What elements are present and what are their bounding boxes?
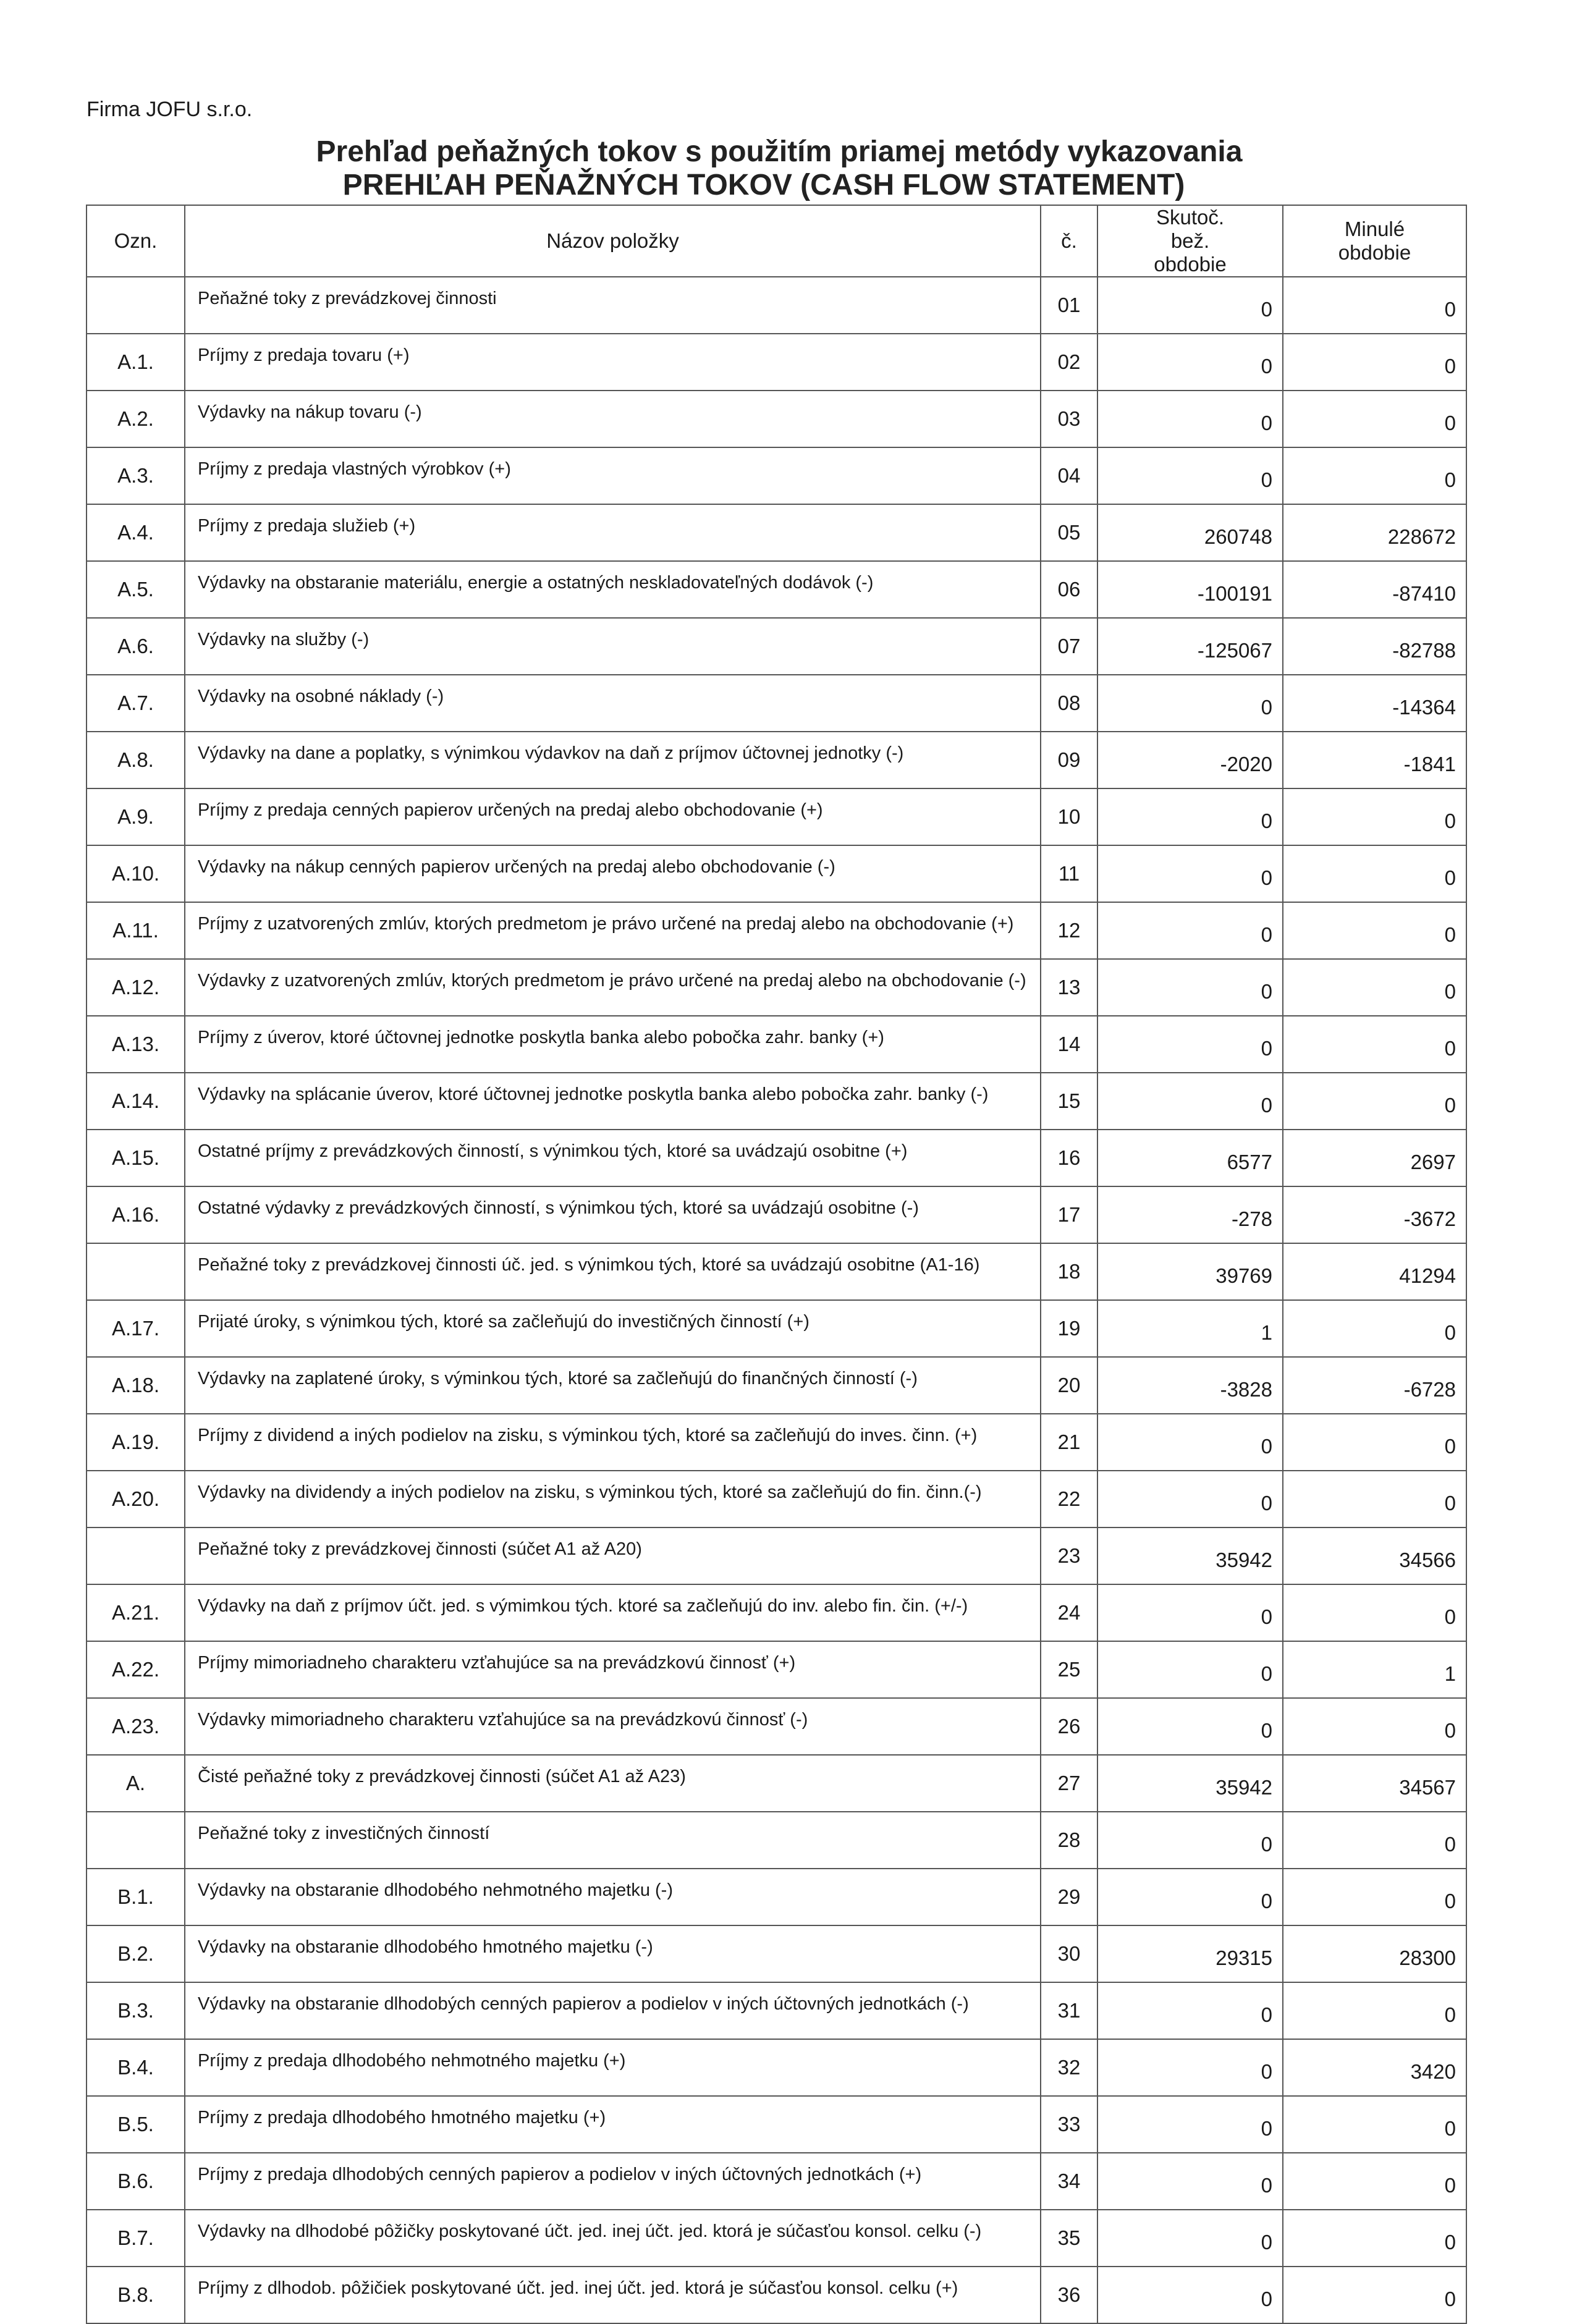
row-current-value: 0 [1097,277,1283,334]
row-code: B.3. [87,1982,185,2039]
row-name: Peňažné toky z investičných činností [185,1812,1041,1869]
row-name: Ostatné výdavky z prevádzkových činností, s výnimkou tých, ktoré sa uvádzajú osobitne (-) [185,1186,1041,1243]
row-number: 24 [1041,1584,1097,1641]
row-code: A.21. [87,1584,185,1641]
row-current-value: -2020 [1097,732,1283,788]
row-previous-value: 41294 [1283,1243,1466,1300]
row-current-value: 35942 [1097,1528,1283,1584]
row-previous-value: 0 [1283,1471,1466,1528]
row-name: Príjmy z predaja dlhodobých cenných papierov a podielov v iných účtovných jednotkách (+) [185,2153,1041,2210]
row-number: 25 [1041,1641,1097,1698]
row-number: 35 [1041,2210,1097,2267]
table-row [87,2153,1466,2210]
row-previous-value: 0 [1283,1584,1466,1641]
row-previous-value: 0 [1283,1414,1466,1471]
row-previous-value: 0 [1283,902,1466,959]
row-current-value: -100191 [1097,561,1283,618]
row-name: Výdavky mimoriadneho charakteru vzťahujúce sa na prevádzkovú činnosť (-) [185,1698,1041,1755]
row-number: 07 [1041,618,1097,675]
row-previous-value: -82788 [1283,618,1466,675]
row-current-value: 0 [1097,788,1283,845]
row-current-value: 0 [1097,2210,1283,2267]
row-number: 04 [1041,447,1097,504]
row-number: 21 [1041,1414,1097,1471]
row-number: 14 [1041,1016,1097,1073]
row-code [87,1243,185,1300]
row-name: Prijaté úroky, s výnimkou tých, ktoré sa začleňujú do investičných činností (+) [185,1300,1041,1357]
document-subtitle: PREHĽAH PEŇAŽNÝCH TOKOV (CASH FLOW STATEMENT) [342,169,1185,201]
row-number: 34 [1041,2153,1097,2210]
row-name: Príjmy z dlhodob. pôžičiek poskytované účt. jed. inej účt. jed. ktorá je súčasťou konsol. celku (+) [185,2267,1041,2323]
table-row [87,561,1466,618]
row-name: Príjmy z predaja vlastných výrobkov (+) [185,447,1041,504]
row-previous-value: 0 [1283,2096,1466,2153]
row-code: B.4. [87,2039,185,2096]
table-row [87,1414,1466,1471]
row-number: 26 [1041,1698,1097,1755]
row-name: Výdavky na nákup cenných papierov určených na predaj alebo obchodovanie (-) [185,845,1041,902]
row-previous-value: 0 [1283,1812,1466,1869]
row-previous-value: -6728 [1283,1357,1466,1414]
row-name: Príjmy z predaja dlhodobého nehmotného majetku (+) [185,2039,1041,2096]
row-number: 20 [1041,1357,1097,1414]
row-previous-value: 0 [1283,334,1466,391]
row-previous-value: -1841 [1283,732,1466,788]
row-number: 27 [1041,1755,1097,1812]
table-row [87,845,1466,902]
row-current-value: 0 [1097,1584,1283,1641]
table-row [87,1812,1466,1869]
row-current-value: 0 [1097,1869,1283,1925]
row-name: Výdavky na obstaranie dlhodobých cenných papierov a podielov v iných účtovných jednotkách (-) [185,1982,1041,2039]
row-previous-value: -14364 [1283,675,1466,732]
row-name: Peňažné toky z prevádzkovej činnosti úč. jed. s výnimkou tých, ktoré sa uvádzajú osobitne (A1-16) [185,1243,1041,1300]
row-code: A.22. [87,1641,185,1698]
row-code: A.5. [87,561,185,618]
table-row [87,1016,1466,1073]
row-code: A.20. [87,1471,185,1528]
table-row [87,1584,1466,1641]
table-row [87,391,1466,447]
row-code: A.17. [87,1300,185,1357]
table-row [87,1698,1466,1755]
row-current-value: 0 [1097,334,1283,391]
row-current-value: 6577 [1097,1130,1283,1186]
row-previous-value: -87410 [1283,561,1466,618]
row-previous-value: 0 [1283,1698,1466,1755]
row-current-value: 29315 [1097,1925,1283,1982]
row-code: A.14. [87,1073,185,1130]
row-previous-value: 28300 [1283,1925,1466,1982]
row-current-value: 35942 [1097,1755,1283,1812]
row-previous-value: 2697 [1283,1130,1466,1186]
header-ozn: Ozn. [87,205,185,277]
table-row [87,732,1466,788]
row-name: Peňažné toky z prevádzkovej činnosti (súčet A1 až A20) [185,1528,1041,1584]
row-number: 06 [1041,561,1097,618]
row-number: 01 [1041,277,1097,334]
row-current-value: 0 [1097,2039,1283,2096]
table-row [87,1186,1466,1243]
table-row [87,1300,1466,1357]
company-name: Firma JOFU s.r.o. [87,98,253,121]
row-number: 12 [1041,902,1097,959]
row-current-value: 0 [1097,2153,1283,2210]
table-row [87,447,1466,504]
row-number: 28 [1041,1812,1097,1869]
row-code: B.1. [87,1869,185,1925]
row-previous-value: 0 [1283,447,1466,504]
table-row [87,277,1466,334]
row-code: A.18. [87,1357,185,1414]
row-name: Výdavky na daň z príjmov účt. jed. s výmimkou tých. ktoré sa začleňujú do inv. alebo fin. čin. (+/-) [185,1584,1041,1641]
row-number: 23 [1041,1528,1097,1584]
row-code: A.10. [87,845,185,902]
row-current-value: 0 [1097,1471,1283,1528]
table-row [87,1357,1466,1414]
row-current-value: 0 [1097,902,1283,959]
row-name: Príjmy z predaja tovaru (+) [185,334,1041,391]
row-current-value: 0 [1097,2096,1283,2153]
row-code: A.16. [87,1186,185,1243]
header-current-period: Skutoč. bež. obdobie [1097,205,1283,277]
row-current-value: -125067 [1097,618,1283,675]
table-row [87,2210,1466,2267]
table-row [87,2039,1466,2096]
table-row [87,1130,1466,1186]
row-name: Výdavky na obstaranie dlhodobého hmotného majetku (-) [185,1925,1041,1982]
row-name: Príjmy z úverov, ktoré účtovnej jednotke poskytla banka alebo pobočka zahr. banky (+) [185,1016,1041,1073]
table-row [87,675,1466,732]
table-row [87,1869,1466,1925]
table-row [87,1073,1466,1130]
row-number: 32 [1041,2039,1097,2096]
row-number: 17 [1041,1186,1097,1243]
row-name: Peňažné toky z prevádzkovej činnosti [185,277,1041,334]
row-code: A.19. [87,1414,185,1471]
row-code [87,1812,185,1869]
row-current-value: 0 [1097,1812,1283,1869]
row-previous-value: 34567 [1283,1755,1466,1812]
header-num: č. [1041,205,1097,277]
row-current-value: 0 [1097,845,1283,902]
row-previous-value: 0 [1283,2210,1466,2267]
row-code: A. [87,1755,185,1812]
row-number: 15 [1041,1073,1097,1130]
row-current-value: 0 [1097,391,1283,447]
row-name: Výdavky na dlhodobé pôžičky poskytované účt. jed. inej účt. jed. ktorá je súčasťou konsol. celku (-) [185,2210,1041,2267]
row-current-value: 0 [1097,1414,1283,1471]
row-number: 19 [1041,1300,1097,1357]
row-code: A.9. [87,788,185,845]
table-row [87,2096,1466,2153]
row-number: 09 [1041,732,1097,788]
row-current-value: 0 [1097,1641,1283,1698]
table-row [87,504,1466,561]
table-row [87,959,1466,1016]
row-previous-value: 0 [1283,1982,1466,2039]
row-number: 10 [1041,788,1097,845]
row-number: 05 [1041,504,1097,561]
document-title: Prehľad peňažných tokov s použitím priamej metódy vykazovania [316,135,1243,168]
row-name: Príjmy mimoriadneho charakteru vzťahujúce sa na prevádzkovú činnosť (+) [185,1641,1041,1698]
row-current-value: 39769 [1097,1243,1283,1300]
row-name: Príjmy z dividend a iných podielov na zisku, s výminkou tých, ktoré sa začleňujú do inves. činn. (+) [185,1414,1041,1471]
row-previous-value: 0 [1283,845,1466,902]
row-number: 36 [1041,2267,1097,2323]
row-previous-value: 0 [1283,277,1466,334]
row-code: A.3. [87,447,185,504]
row-name: Výdavky na dane a poplatky, s výnimkou výdavkov na daň z príjmov účtovnej jednotky (-) [185,732,1041,788]
row-name: Výdavky na nákup tovaru (-) [185,391,1041,447]
row-number: 31 [1041,1982,1097,2039]
row-current-value: 0 [1097,1982,1283,2039]
row-previous-value: 0 [1283,1300,1466,1357]
row-current-value: 260748 [1097,504,1283,561]
row-previous-value: 0 [1283,959,1466,1016]
table-row [87,788,1466,845]
row-previous-value: -3672 [1283,1186,1466,1243]
row-previous-value: 34566 [1283,1528,1466,1584]
row-number: 30 [1041,1925,1097,1982]
row-number: 18 [1041,1243,1097,1300]
table-row [87,1925,1466,1982]
row-name: Výdavky na zaplatené úroky, s výminkou tých, ktoré sa začleňujú do finančných činností (-) [185,1357,1041,1414]
row-name: Príjmy z predaja služieb (+) [185,504,1041,561]
row-code: A.6. [87,618,185,675]
row-name: Výdavky na osobné náklady (-) [185,675,1041,732]
row-current-value: -278 [1097,1186,1283,1243]
row-code: A.4. [87,504,185,561]
row-code: B.5. [87,2096,185,2153]
table-row [87,1755,1466,1812]
table-row [87,334,1466,391]
row-name: Príjmy z predaja dlhodobého hmotného majetku (+) [185,2096,1041,2153]
row-code [87,277,185,334]
row-name: Výdavky na obstaranie dlhodobého nehmotného majetku (-) [185,1869,1041,1925]
table-row [87,618,1466,675]
row-name: Výdavky na dividendy a iných podielov na zisku, s výminkou tých, ktoré sa začleňujú do fin. činn.(-) [185,1471,1041,1528]
table-row [87,1641,1466,1698]
row-number: 33 [1041,2096,1097,2153]
row-current-value: 0 [1097,1073,1283,1130]
header-previous-period: Minulé obdobie [1283,205,1466,277]
row-number: 11 [1041,845,1097,902]
row-current-value: 0 [1097,1698,1283,1755]
row-name: Výdavky na služby (-) [185,618,1041,675]
row-previous-value: 0 [1283,788,1466,845]
row-previous-value: 0 [1283,1073,1466,1130]
table-header-row [87,205,1466,277]
row-code: A.8. [87,732,185,788]
row-code [87,1528,185,1584]
row-current-value: 0 [1097,959,1283,1016]
row-code: A.15. [87,1130,185,1186]
row-previous-value: 1 [1283,1641,1466,1698]
row-previous-value: 0 [1283,2153,1466,2210]
row-previous-value: 0 [1283,391,1466,447]
row-code: B.7. [87,2210,185,2267]
row-code: A.13. [87,1016,185,1073]
row-number: 02 [1041,334,1097,391]
row-previous-value: 0 [1283,1016,1466,1073]
row-number: 13 [1041,959,1097,1016]
row-previous-value: 228672 [1283,504,1466,561]
row-current-value: 0 [1097,675,1283,732]
row-code: A.12. [87,959,185,1016]
row-code: B.2. [87,1925,185,1982]
row-current-value: -3828 [1097,1357,1283,1414]
row-code: B.6. [87,2153,185,2210]
row-current-value: 1 [1097,1300,1283,1357]
row-current-value: 0 [1097,2267,1283,2323]
row-number: 03 [1041,391,1097,447]
row-name: Príjmy z predaja cenných papierov určených na predaj alebo obchodovanie (+) [185,788,1041,845]
row-name: Čisté peňažné toky z prevádzkovej činnosti (súčet A1 až A23) [185,1755,1041,1812]
row-current-value: 0 [1097,1016,1283,1073]
row-code: B.8. [87,2267,185,2323]
row-code: A.1. [87,334,185,391]
row-previous-value: 0 [1283,1869,1466,1925]
cash-flow-table [86,205,1467,2324]
row-name: Ostatné príjmy z prevádzkových činností, s výnimkou tých, ktoré sa uvádzajú osobitne (+) [185,1130,1041,1186]
row-number: 08 [1041,675,1097,732]
row-code: A.2. [87,391,185,447]
row-name: Príjmy z uzatvorených zmlúv, ktorých predmetom je právo určené na predaj alebo na obchodovanie (+) [185,902,1041,959]
table-row [87,2267,1466,2323]
row-previous-value: 0 [1283,2267,1466,2323]
table-row [87,1528,1466,1584]
row-code: A.23. [87,1698,185,1755]
row-name: Výdavky z uzatvorených zmlúv, ktorých predmetom je právo určené na predaj alebo na obchodovanie (-) [185,959,1041,1016]
row-current-value: 0 [1097,447,1283,504]
row-number: 16 [1041,1130,1097,1186]
table-row [87,1471,1466,1528]
row-previous-value: 3420 [1283,2039,1466,2096]
row-name: Výdavky na obstaranie materiálu, energie a ostatných neskladovateľných dodávok (-) [185,561,1041,618]
table-row [87,1243,1466,1300]
row-name: Výdavky na splácanie úverov, ktoré účtovnej jednotke poskytla banka alebo pobočka zahr. banky (-) [185,1073,1041,1130]
row-number: 29 [1041,1869,1097,1925]
table-row [87,1982,1466,2039]
row-code: A.7. [87,675,185,732]
row-code: A.11. [87,902,185,959]
table-row [87,902,1466,959]
header-name: Názov položky [185,205,1041,277]
row-number: 22 [1041,1471,1097,1528]
